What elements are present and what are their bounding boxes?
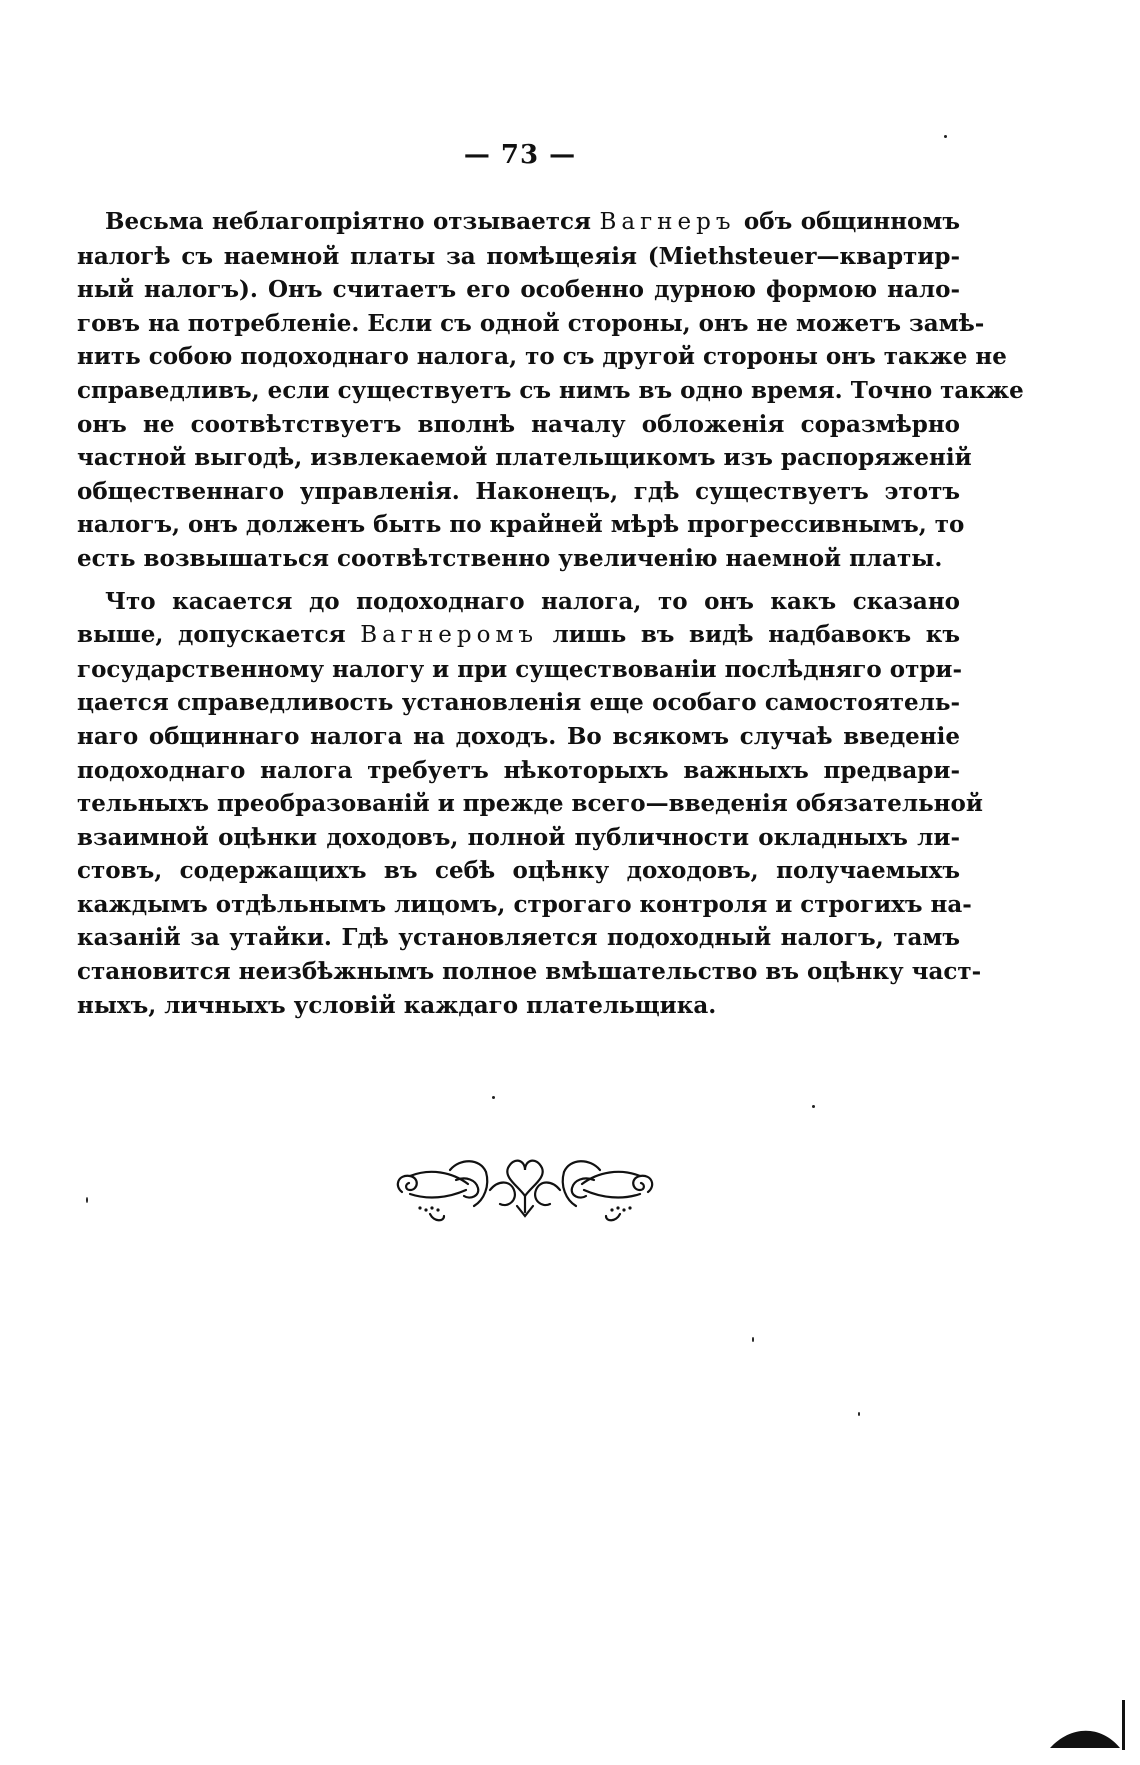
- text-line: ный налогъ). Онъ считаетъ его особенно дурною формою нало-: [77, 276, 960, 304]
- text-line: каждымъ отдѣльнымъ лицомъ, строгаго контроля и строгихъ на-: [77, 890, 972, 918]
- page-number: — 73 —: [463, 140, 577, 170]
- page-edge-mark: [1050, 1700, 1130, 1750]
- spaced-name: Вагнеромъ: [360, 622, 538, 649]
- spaced-name: Вагнеръ: [599, 209, 736, 235]
- text-line: Весьма неблагопріятно отзывается Вагнеръ объ общинномъ: [105, 208, 960, 235]
- text-line: подоходнаго налога требуетъ нѣкоторыхъ важныхъ предвари-: [77, 756, 960, 784]
- text-line: казаній за утайки. Гдѣ установляется подоходный налогъ, тамъ: [77, 924, 960, 952]
- scan-speck: [944, 135, 947, 138]
- text-line: Что касается до подоходнаго налога, то онъ какъ сказано: [105, 587, 960, 615]
- scan-speck: [492, 1096, 495, 1099]
- text-line: налогѣ съ наемной платы за помѣщеяія (Miethsteuer—квартир-: [77, 242, 960, 270]
- scan-speck: [752, 1337, 754, 1342]
- text-line: налогъ, онъ долженъ быть по крайней мѣрѣ прогрессивнымъ, то: [77, 511, 965, 539]
- paragraph-2: [77, 585, 983, 1023]
- text-line: наго общиннаго налога на доходъ. Во всякомъ случаѣ введеніе: [77, 722, 960, 750]
- text-line: нить собою подоходнаго налога, то съ другой стороны онъ также не: [77, 343, 1007, 371]
- text-line: тельныхъ преобразованій и прежде всего—введенія обязательной: [77, 790, 983, 818]
- scan-speck: [86, 1197, 88, 1203]
- text-line: общественнаго управленія. Наконецъ, гдѣ существуетъ этотъ: [77, 477, 960, 505]
- text-line: есть возвышаться соотвѣтственно увеличенію наемной платы.: [77, 544, 943, 572]
- vignette-ornament-icon: [390, 1150, 660, 1230]
- text-line: ныхъ, личныхъ условій каждаго плательщика.: [77, 991, 717, 1019]
- scan-speck: [858, 1412, 860, 1416]
- body-text: [77, 205, 1024, 1022]
- text-line: стовъ, содержащихъ въ себѣ оцѣнку доходовъ, получаемыхъ: [77, 857, 960, 885]
- text-line: выше, допускается Вагнеромъ лишь въ видѣ надбавокъ къ: [77, 621, 960, 649]
- text-line: онъ не соотвѣтствуетъ вполнѣ началу обложенія соразмѣрно: [77, 410, 960, 438]
- text-line: говъ на потребленіе. Если съ одной стороны, онъ не можетъ замѣ-: [77, 309, 985, 337]
- paragraph-1: [77, 205, 1024, 576]
- text-line: цается справедливость установленія еще особаго самостоятель-: [77, 689, 960, 717]
- text-line: государственному налогу и при существованіи послѣдняго отри-: [77, 655, 963, 683]
- text-line: справедливъ, если существуетъ съ нимъ въ одно время. Точно также: [77, 376, 1024, 404]
- scan-speck: [812, 1105, 815, 1108]
- text-line: становится неизбѣжнымъ полное вмѣшательство въ оцѣнку част-: [77, 958, 982, 986]
- text-line: взаимной оцѣнки доходовъ, полной публичности окладныхъ ли-: [77, 823, 960, 851]
- text-line: частной выгодѣ, извлекаемой плательщикомъ изъ распоряженій: [77, 444, 972, 472]
